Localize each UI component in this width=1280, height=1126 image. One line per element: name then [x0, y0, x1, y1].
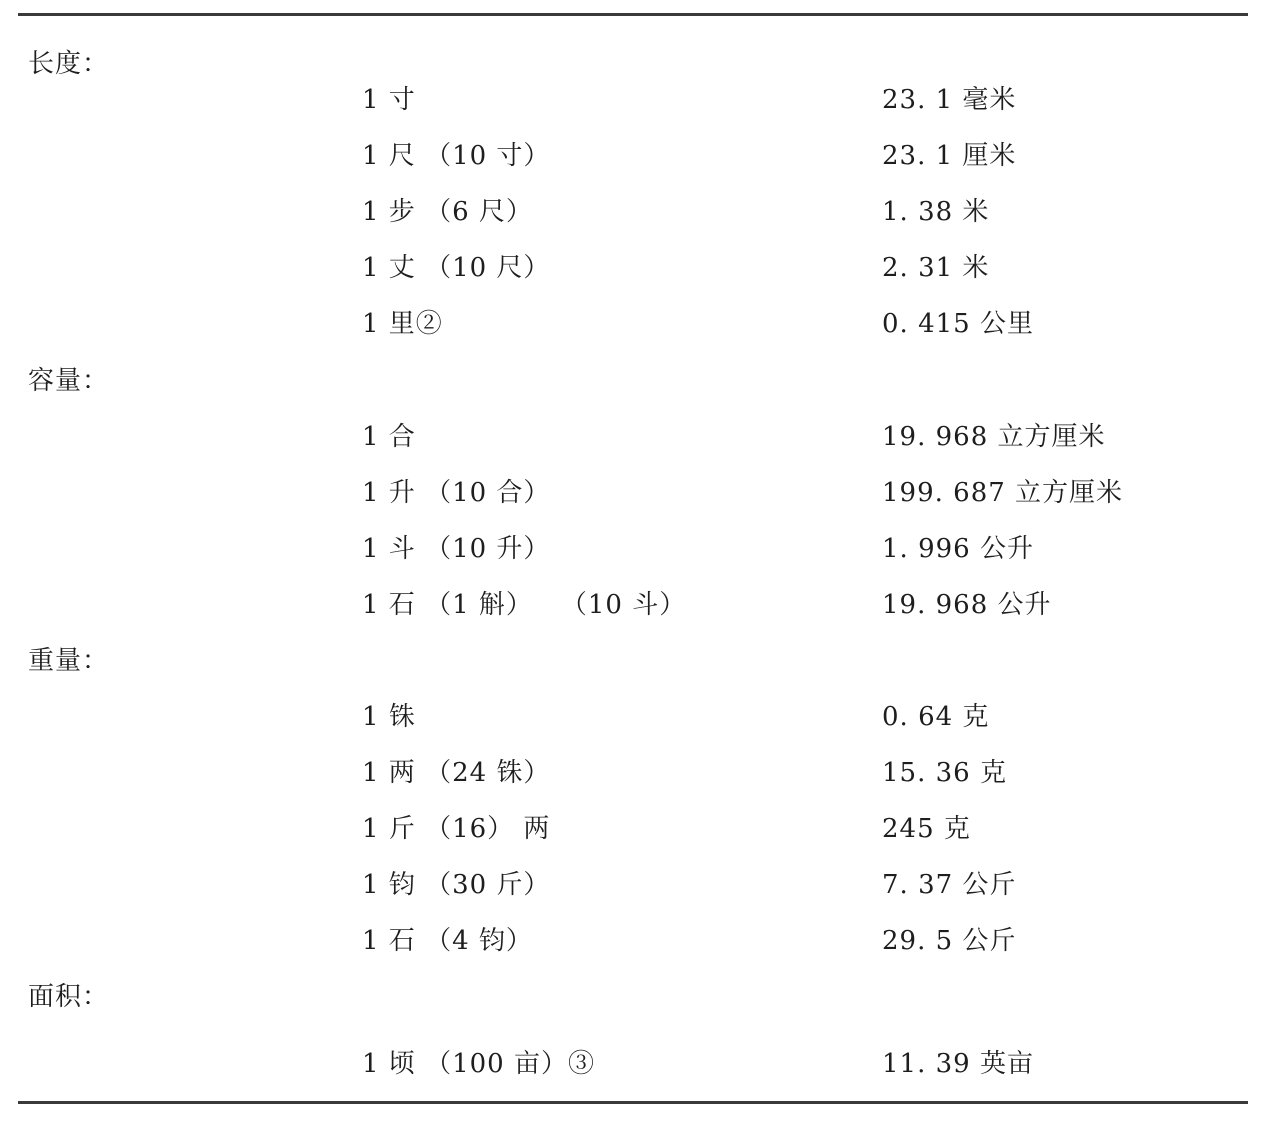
table-bottom-rule [18, 1101, 1248, 1104]
unit-value: 29. 5 公斤 [882, 926, 1017, 956]
unit-label: 1 升 （10 合） [362, 478, 551, 508]
unit-value: 0. 415 公里 [882, 309, 1034, 339]
unit-value: 19. 968 立方厘米 [882, 422, 1106, 452]
unit-value: 15. 36 克 [882, 758, 1007, 788]
unit-value: 1. 38 米 [882, 197, 990, 227]
section-heading-capacity: 容量： [28, 366, 110, 396]
unit-label: 1 步 （6 尺） [362, 197, 533, 227]
unit-value: 19. 968 公升 [882, 590, 1052, 620]
table-top-rule [18, 13, 1248, 16]
unit-label: 1 斤 （16） 两 [362, 814, 551, 844]
unit-value: 245 克 [882, 814, 971, 844]
unit-value: 0. 64 克 [882, 702, 990, 732]
section-heading-area: 面积： [28, 982, 110, 1012]
section-heading-weight: 重量： [28, 646, 110, 676]
unit-label: 1 石 （1 斛） （10 斗） [362, 590, 687, 620]
unit-value: 23. 1 厘米 [882, 141, 1017, 171]
unit-label: 1 合 [362, 422, 416, 452]
unit-label: 1 铢 [362, 702, 416, 732]
unit-label: 1 丈 （10 尺） [362, 253, 551, 283]
unit-value: 11. 39 英亩 [882, 1049, 1034, 1079]
unit-label: 1 石 （4 钧） [362, 926, 533, 956]
unit-label: 1 尺 （10 寸） [362, 141, 551, 171]
unit-label: 1 斗 （10 升） [362, 534, 551, 564]
unit-value: 7. 37 公斤 [882, 870, 1017, 900]
unit-value: 2. 31 米 [882, 253, 990, 283]
unit-value: 199. 687 立方厘米 [882, 478, 1124, 508]
unit-label: 1 钧 （30 斤） [362, 870, 551, 900]
section-heading-length: 长度： [28, 49, 110, 79]
unit-label: 1 寸 [362, 85, 416, 115]
unit-value: 1. 996 公升 [882, 534, 1034, 564]
unit-label: 1 里② [362, 309, 443, 339]
unit-label: 1 顷 （100 亩）③ [362, 1049, 595, 1079]
unit-label: 1 两 （24 铢） [362, 758, 551, 788]
unit-value: 23. 1 毫米 [882, 85, 1017, 115]
